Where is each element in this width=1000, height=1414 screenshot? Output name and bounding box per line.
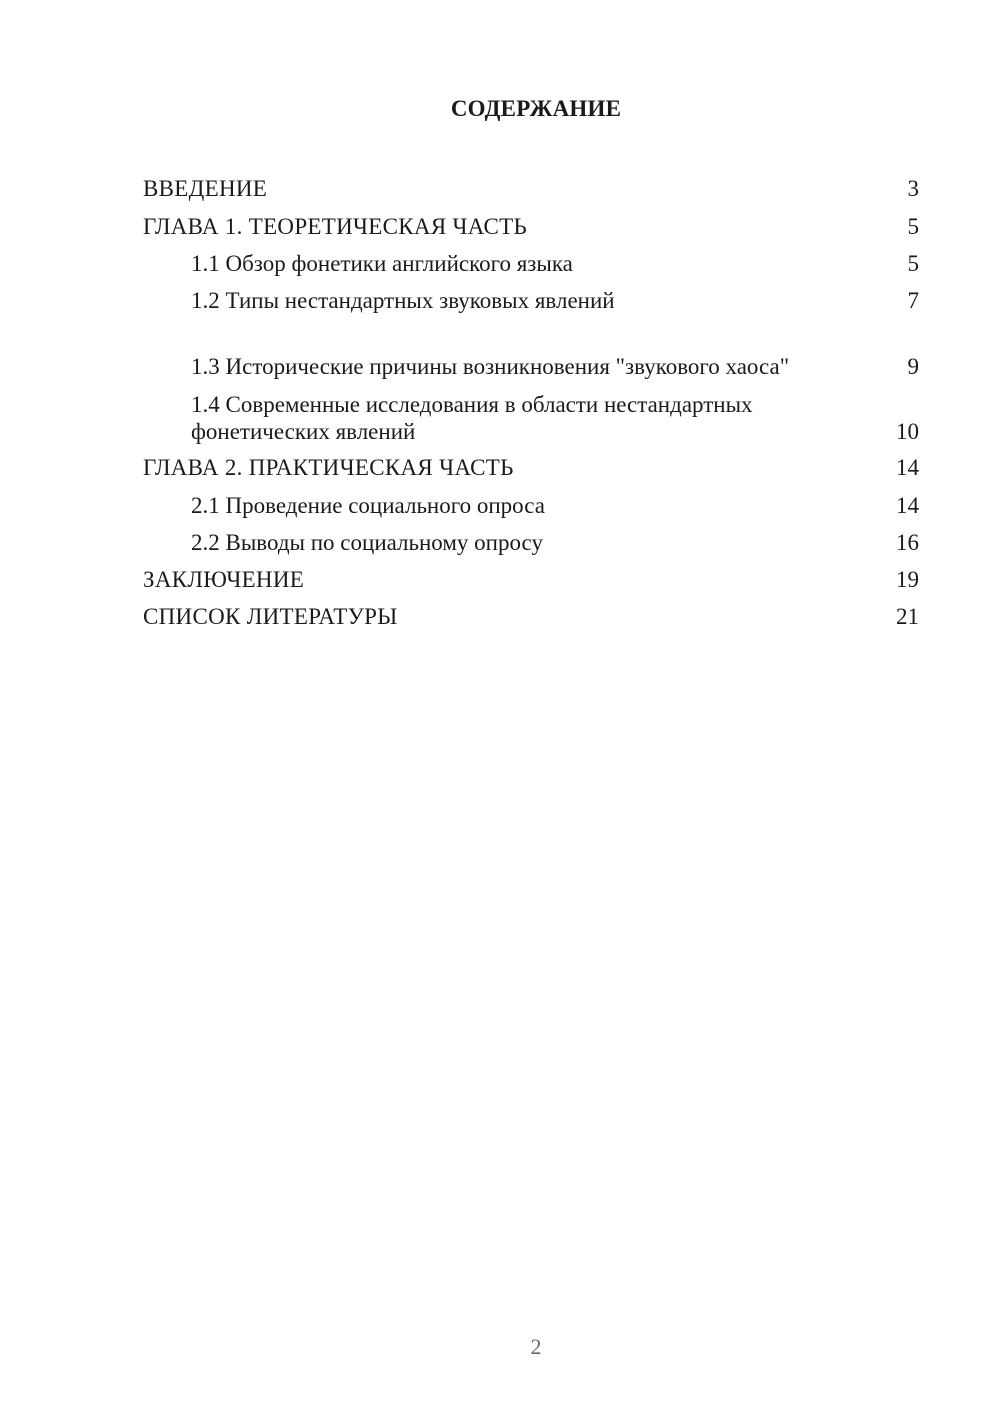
toc-entry-page: 7 [907,288,919,313]
toc-entry-section-1-3[interactable] [143,319,919,384]
toc-entry-chapter-1[interactable] [143,208,919,246]
toc-entry-page: 14 [896,455,919,481]
toc-entry-label: СПИСОК ЛИТЕРАТУРЫ [143,604,398,630]
toc-entry-label: 1.2 Типы нестандартных звуковых явлений [191,288,615,313]
toc-entry-page: 10 [896,419,919,444]
toc-entry-page: 5 [907,251,919,276]
toc-entry-references[interactable] [143,598,919,636]
toc-entry-label: ГЛАВА 1. ТЕОРЕТИЧЕСКАЯ ЧАСТЬ [143,213,528,239]
toc-entry-page: 19 [896,566,919,592]
toc-entry-section-2-2[interactable] [143,524,919,561]
toc-entry-page: 9 [907,354,919,379]
toc-entry-conclusion[interactable] [143,561,919,599]
toc-entry-label: ЗАКЛЮЧЕНИЕ [143,566,305,592]
toc-entry-label: ГЛАВА 2. ПРАКТИЧЕСКАЯ ЧАСТЬ [143,455,514,481]
toc-entry-page: 16 [896,529,919,555]
toc-entry-label: ВВЕДЕНИЕ [143,176,268,202]
toc-entry-section-1-2[interactable] [143,282,919,319]
toc-entry-introduction[interactable] [143,170,919,208]
toc-entry-page: 21 [896,604,919,630]
toc-entry-chapter-2[interactable] [143,449,919,487]
toc-entry-label: 1.1 Обзор фонетики английского языка [191,251,573,276]
toc-entry-page: 3 [907,176,919,202]
toc-entry-section-1-1[interactable] [143,245,919,282]
toc-entry-page: 5 [907,213,919,239]
toc-entry-label: 1.4 Современные исследования в области нестандартных фонетических явлений [191,392,753,444]
toc-entry-label: 1.3 Исторические причины возникновения "звукового хаоса" [191,354,790,379]
toc-title: СОДЕРЖАНИЕ [450,96,622,121]
table-of-contents [143,170,919,636]
toc-entry-page: 14 [896,492,919,518]
page-number: 2 [530,1334,542,1359]
toc-entry-label: 2.1 Проведение социального опроса [191,492,545,518]
toc-entry-section-1-4[interactable] [143,384,919,449]
toc-entry-label: 2.2 Выводы по социальному опросу [191,529,543,555]
toc-entry-section-2-1[interactable] [143,487,919,524]
